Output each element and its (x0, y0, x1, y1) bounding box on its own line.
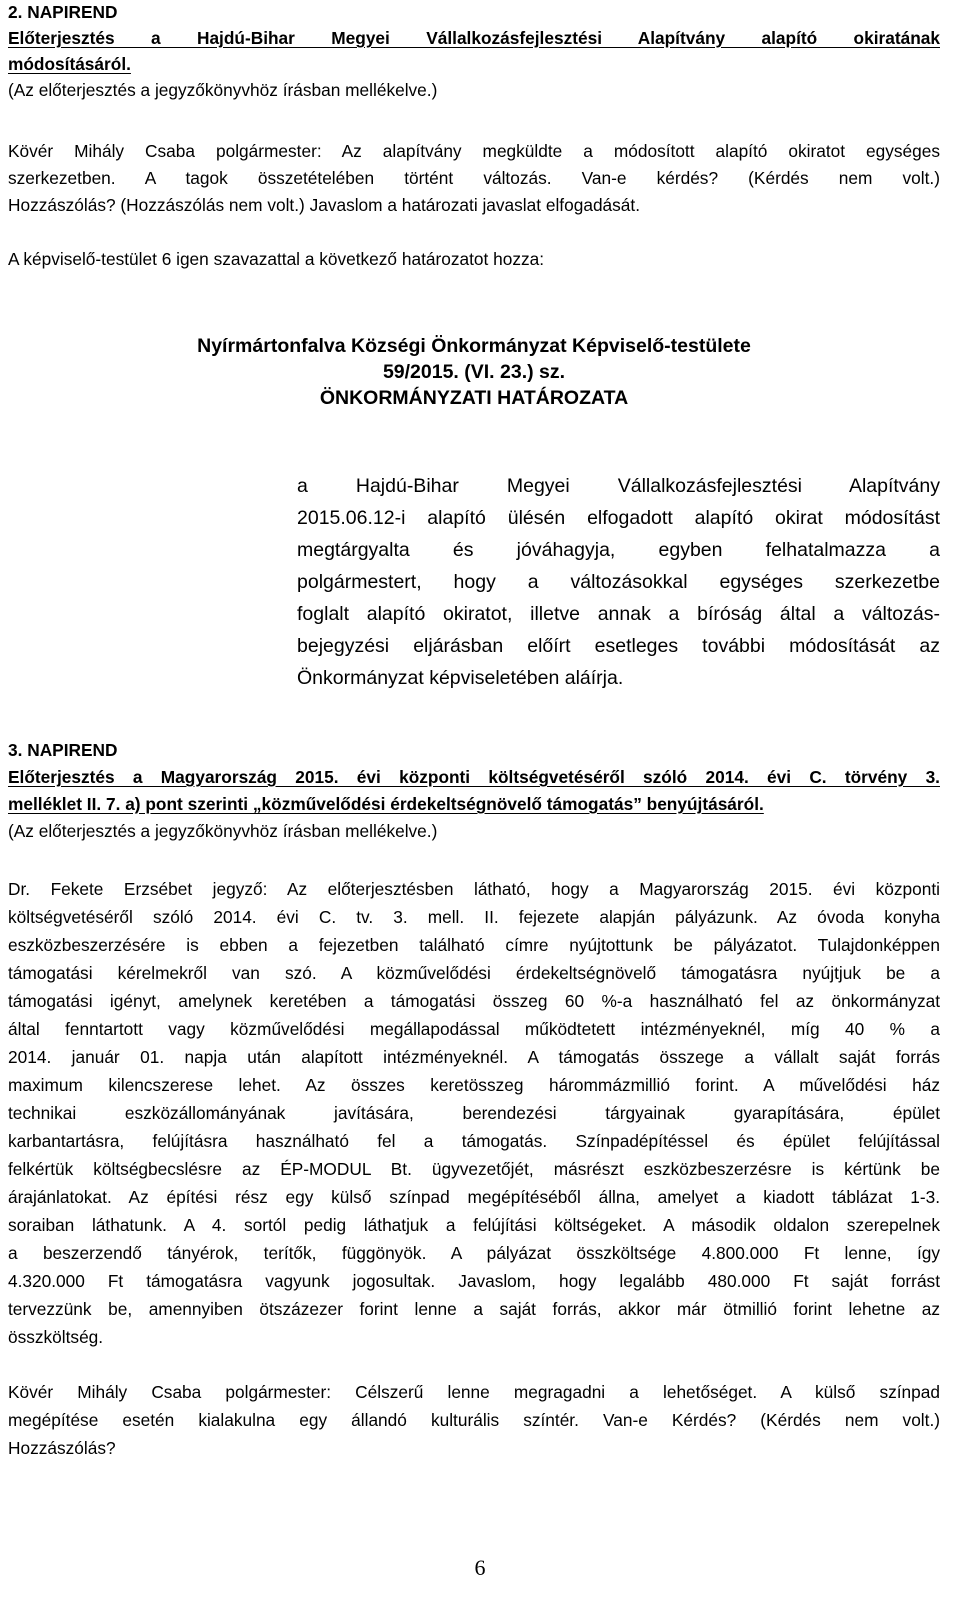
paragraph-line: összköltség. (8, 1327, 104, 1347)
agenda-3-title-line: melléklet II. 7. a) pont szerinti „közművelődési érdekeltségnövelő támogatás” benyújtásáról. (8, 794, 764, 814)
page-number: 6 (474, 1555, 486, 1580)
paragraph-line: támogatási kérelmekről van szó. A közművelődési érdekeltségnövelő támogatásra nyújtjuk be a (8, 963, 940, 983)
paragraph-line: Dr. Fekete Erzsébet jegyző: Az előterjesztésben látható, hogy a Magyarország 2015. évi központi (8, 879, 940, 899)
resolution-kind: ÖNKORMÁNYZATI HATÁROZATA (319, 387, 629, 409)
resolution-body: Nyírmártonfalva Községi Önkormányzat Képviselő-testülete (197, 335, 751, 357)
paragraph-line: a beszerzendő tányérok, terítők, függönyök. A pályázat összköltsége 4.800.000 Ft lenne, így (8, 1243, 940, 1263)
resolution-text-line: bejegyzési eljárásban előírt esetleges további módosítását az (297, 635, 940, 657)
paragraph-line: Kövér Mihály Csaba polgármester: Az alapítvány megküldte a módosított alapító okiratot egységes (8, 141, 940, 161)
paragraph-line: Hozzászólás? (Hozzászólás nem volt.) Javaslom a határozati javaslat elfogadását. (8, 195, 641, 215)
paragraph-line: tervezzünk be, amennyiben ötszázezer forint lenne a saját forrás, akkor már ötmillió forint lehetne az (8, 1299, 940, 1319)
agenda-2-title-line: Előterjesztés a Hajdú-Bihar Megyei Vállalkozásfejlesztési Alapítvány alapító okiratának (8, 28, 940, 48)
paragraph-line: maximum kilencszerese lehet. Az összes keretösszeg hárommázmillió forint. A művelődési ház (8, 1075, 940, 1095)
paragraph-line: eszközbeszerzésére is ebben a fejezetben található címre nyújtottunk be pályázatot. Tulajdonképpen (8, 935, 940, 955)
paragraph-line: technikai eszközállományának javítására, berendezési tárgyainak gyarapítására, épület (8, 1103, 940, 1123)
agenda-2-heading: 2. NAPIREND (8, 2, 118, 22)
paragraph-line: 4.320.000 Ft támogatásra vagyunk jogosultak. Javaslom, hogy legalább 480.000 Ft saját forrást (8, 1271, 940, 1291)
paragraph-line: szerkezetben. A tagok összetételében történt változás. Van-e kérdés? (Kérdés nem volt.) (8, 168, 940, 188)
resolution-number: 59/2015. (VI. 23.) sz. (382, 361, 566, 383)
agenda-3-heading: 3. NAPIREND (8, 740, 118, 760)
paragraph-line: támogatási igényt, amelynek keretében a támogatási összeg 60 %-a használható fel az önkormányzat (8, 991, 940, 1011)
paragraph-line: Hozzászólás? (8, 1438, 116, 1458)
agenda-2-note: (Az előterjesztés a jegyzőkönyvhöz írásban mellékelve.) (8, 80, 438, 100)
paragraph-line: karbantartásra, felújításra használható fel a támogatás. Színpadépítéssel és épület felújítással (8, 1131, 940, 1151)
paragraph-line: 2014. január 01. napja után alapított intézményeknél. A támogatás összege a vállalt saját forrás (8, 1047, 940, 1067)
paragraph-line: Kövér Mihály Csaba polgármester: Célszerű lenne megragadni a lehetőséget. A külső színpad (8, 1382, 940, 1402)
resolution-text-line: 2015.06.12-i alapító ülésén elfogadott alapító okirat módosítást (297, 507, 940, 529)
resolution-text-line: foglalt alapító okiratot, illetve annak a bíróság által a változás- (297, 603, 940, 625)
paragraph-line: költségvetéséről szóló 2014. évi C. tv. 3. mell. II. fejezete alapján pályázunk. Az óvoda konyha (8, 907, 940, 927)
paragraph-line: soraiban láthatunk. A 4. sortól pedig láthatjuk a felújítási költségeket. A második oldalon szerepelnek (8, 1215, 940, 1235)
paragraph-line: árajánlatokat. Az építési rész egy külső színpad megépítéséből állna, amelyet a kiadott táblázat 1-3. (8, 1187, 940, 1207)
agenda-3-title-line: Előterjesztés a Magyarország 2015. évi központi költségvetéséről szóló 2014. évi C. törvény 3. (8, 767, 940, 787)
vote-statement: A képviselő-testület 6 igen szavazattal a következő határozatot hozza: (8, 249, 545, 269)
agenda-2-title-line: módosításáról. (8, 54, 131, 74)
resolution-text-line: Önkormányzat képviseletében aláírja. (297, 667, 624, 689)
resolution-text-line: a Hajdú-Bihar Megyei Vállalkozásfejlesztési Alapítvány (297, 475, 940, 497)
resolution-text-line: megtárgyalta és jóváhagyja, egyben felhatalmazza a (297, 539, 940, 561)
paragraph-line: által fenntartott vagy közművelődési megállapodással működtetett intézményeknél, míg 40 % a (8, 1019, 940, 1039)
paragraph-line: felkértük költségbecslésre az ÉP-MODUL Bt. ügyvezetőjét, másrészt eszközbeszerzésre is kértünk be (8, 1159, 940, 1179)
agenda-3-note: (Az előterjesztés a jegyzőkönyvhöz írásban mellékelve.) (8, 821, 438, 841)
paragraph-line: megépítése esetén kialakulna egy állandó kulturális színtér. Van-e Kérdés? (Kérdés nem volt.) (8, 1410, 940, 1430)
resolution-text-line: polgármestert, hogy a változásokkal egységes szerkezetbe (297, 571, 940, 593)
